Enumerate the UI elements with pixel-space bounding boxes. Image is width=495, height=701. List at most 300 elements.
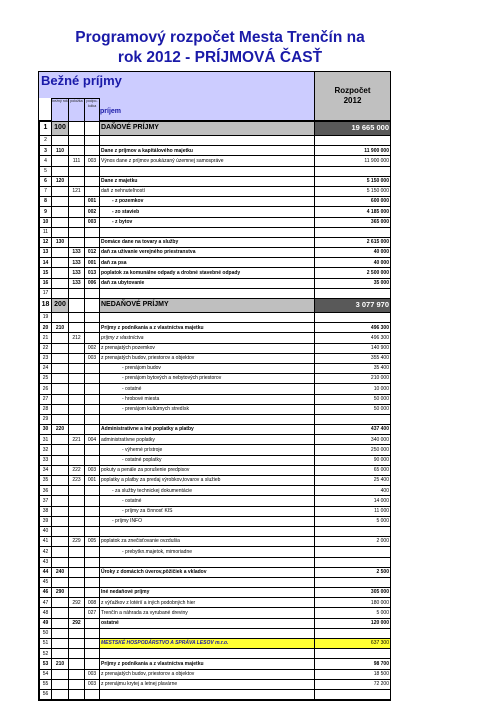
row-number-cell: 47 xyxy=(40,598,52,608)
table-row xyxy=(40,186,391,196)
podpolozka-cell xyxy=(85,628,100,638)
table-row xyxy=(40,598,391,608)
table-row xyxy=(40,363,391,373)
value-cell: 5 000 xyxy=(315,516,391,526)
row-number-cell: 4 xyxy=(40,156,52,166)
value-cell xyxy=(315,649,391,659)
podpolozka-cell xyxy=(85,299,100,313)
table-row xyxy=(40,207,391,217)
podpolozka-cell xyxy=(85,237,100,247)
table-row xyxy=(40,547,391,557)
budget-column-header xyxy=(315,72,390,120)
value-cell: 50 000 xyxy=(315,404,391,414)
value-cell: 637 300 xyxy=(315,639,391,649)
table-row xyxy=(40,679,391,689)
podpolozka-cell xyxy=(85,288,100,298)
row-number-cell: 25 xyxy=(40,374,52,384)
row-number-cell: 20 xyxy=(40,323,52,333)
podpolozka-cell xyxy=(85,425,100,435)
value-cell: 305 000 xyxy=(315,588,391,598)
row-number-cell: 18 xyxy=(40,299,52,313)
table-row xyxy=(40,313,391,323)
label-cell xyxy=(100,166,315,176)
value-cell: 35 000 xyxy=(315,278,391,288)
title-line-1: Programový rozpočet Mesta Trenčín na xyxy=(75,29,365,46)
table-row xyxy=(40,288,391,298)
value-cell xyxy=(315,577,391,587)
value-cell: 3 077 970 xyxy=(315,299,391,313)
label-cell: poplatky a platby za predaj výrobkov,tovarov a služieb xyxy=(100,476,315,486)
podpolozka-cell xyxy=(85,516,100,526)
label-cell: z prenájmu krytej a letnej plavárne xyxy=(100,679,315,689)
value-cell: 2 500 000 xyxy=(315,268,391,278)
podpolozka-cell: 013 xyxy=(85,268,100,278)
row-number-cell: 11 xyxy=(40,227,52,237)
value-cell xyxy=(315,628,391,638)
row-number-cell: 49 xyxy=(40,618,52,628)
polozka-cell xyxy=(69,628,85,638)
podpolozka-cell: 003 xyxy=(85,217,100,227)
table-row xyxy=(40,394,391,404)
podpolozka-cell: 001 xyxy=(85,476,100,486)
podpolozka-cell: 008 xyxy=(85,598,100,608)
polozka-cell xyxy=(69,207,85,217)
row-number-cell: 27 xyxy=(40,394,52,404)
label-cell: administratívne poplatky xyxy=(100,435,315,445)
table-row xyxy=(40,567,391,577)
row-number-cell: 15 xyxy=(40,268,52,278)
value-cell: 600 000 xyxy=(315,197,391,207)
podpolozka-cell xyxy=(85,445,100,455)
label-cell: - prebytkn.majetok, mimoriadne xyxy=(100,547,315,557)
row-number-cell: 12 xyxy=(40,237,52,247)
label-cell xyxy=(100,414,315,424)
label-cell: - výherné prístroje xyxy=(100,445,315,455)
polozka-cell: 292 xyxy=(69,598,85,608)
label-cell: Iné nedaňové príjmy xyxy=(100,588,315,598)
value-cell: 180 000 xyxy=(315,598,391,608)
value-cell: 355 400 xyxy=(315,353,391,363)
value-cell: 2 000 xyxy=(315,537,391,547)
trieda-cell xyxy=(52,557,69,567)
polozka-cell xyxy=(69,313,85,323)
table-row xyxy=(40,537,391,547)
label-cell xyxy=(100,557,315,567)
trieda-cell xyxy=(52,374,69,384)
polozka-cell xyxy=(69,166,85,176)
trieda-cell xyxy=(52,288,69,298)
label-cell: z prenajatých budov, priestorov a objektov xyxy=(100,669,315,679)
trieda-cell: 210 xyxy=(52,659,69,669)
trieda-cell xyxy=(52,649,69,659)
label-cell: - príjmy INFO xyxy=(100,516,315,526)
row-number-cell: 54 xyxy=(40,669,52,679)
label-cell xyxy=(100,689,315,699)
table-row xyxy=(40,374,391,384)
table-row xyxy=(40,166,391,176)
label-cell: - prenájom budov xyxy=(100,363,315,373)
value-cell xyxy=(315,557,391,567)
value-cell: 19 665 000 xyxy=(315,122,391,136)
label-cell: príjmy z vlastníctva xyxy=(100,333,315,343)
trieda-cell xyxy=(52,363,69,373)
polozka-cell xyxy=(69,384,85,394)
label-cell: poplatok za znečisťovanie ovzdušia xyxy=(100,537,315,547)
trieda-cell xyxy=(52,526,69,536)
value-cell: 5 000 xyxy=(315,608,391,618)
table-row xyxy=(40,506,391,516)
trieda-cell: 210 xyxy=(52,323,69,333)
polozka-cell: 221 xyxy=(69,435,85,445)
value-cell: 496 300 xyxy=(315,333,391,343)
row-number-cell: 51 xyxy=(40,639,52,649)
table-row xyxy=(40,323,391,333)
row-number-cell: 37 xyxy=(40,496,52,506)
row-number-cell: 30 xyxy=(40,425,52,435)
polozka-cell xyxy=(69,323,85,333)
row-number-cell: 36 xyxy=(40,486,52,496)
row-number-cell: 43 xyxy=(40,557,52,567)
table-row xyxy=(40,299,391,313)
polozka-cell xyxy=(69,414,85,424)
trieda-cell xyxy=(52,384,69,394)
table-row xyxy=(40,278,391,288)
podpolozka-cell xyxy=(85,227,100,237)
podpolozka-cell: 005 xyxy=(85,537,100,547)
trieda-cell xyxy=(52,465,69,475)
trieda-cell: 200 xyxy=(52,299,69,313)
label-cell: DAŇOVÉ PRÍJMY xyxy=(100,122,315,136)
label-cell xyxy=(100,313,315,323)
trieda-cell xyxy=(52,537,69,547)
label-cell: daň za ubytovanie xyxy=(100,278,315,288)
podpolozka-cell xyxy=(85,176,100,186)
row-number-cell: 17 xyxy=(40,288,52,298)
row-number-cell: 33 xyxy=(40,455,52,465)
label-cell xyxy=(100,288,315,298)
row-number-cell: 44 xyxy=(40,567,52,577)
trieda-cell xyxy=(52,166,69,176)
value-cell xyxy=(315,313,391,323)
label-cell xyxy=(100,577,315,587)
table-row xyxy=(40,176,391,186)
podpolozka-cell: 002 xyxy=(85,207,100,217)
polozka-cell: 111 xyxy=(69,156,85,166)
row-number-cell: 26 xyxy=(40,384,52,394)
title-line-2: rok 2012 - PRÍJMOVÁ ČASŤ xyxy=(117,49,323,66)
row-number-cell: 19 xyxy=(40,313,52,323)
row-number-cell: 2 xyxy=(40,136,52,146)
value-cell: 11 900 000 xyxy=(315,146,391,156)
polozka-cell xyxy=(69,506,85,516)
podpolozka-cell xyxy=(85,567,100,577)
podpolozka-cell: 003 xyxy=(85,679,100,689)
row-number-cell: 28 xyxy=(40,404,52,414)
value-cell: 2 615 000 xyxy=(315,237,391,247)
row-number-cell: 31 xyxy=(40,435,52,445)
podpolozka-cell xyxy=(85,404,100,414)
label-cell xyxy=(100,227,315,237)
trieda-cell xyxy=(52,258,69,268)
page-title xyxy=(30,28,410,68)
polozka-cell: 222 xyxy=(69,465,85,475)
value-cell: 5 150 000 xyxy=(315,186,391,196)
table-row xyxy=(40,404,391,414)
value-cell: 496 300 xyxy=(315,323,391,333)
polozka-cell xyxy=(69,496,85,506)
row-number-cell: 56 xyxy=(40,689,52,699)
value-cell: 11 000 xyxy=(315,506,391,516)
value-cell: 437 400 xyxy=(315,425,391,435)
budget-year: 2012 xyxy=(343,96,362,105)
podpolozka-cell: 004 xyxy=(85,435,100,445)
row-number-cell: 3 xyxy=(40,146,52,156)
value-cell: 72 200 xyxy=(315,679,391,689)
trieda-cell: 100 xyxy=(52,122,69,136)
table-row xyxy=(40,237,391,247)
label-cell: Dane z príjmov a kapitálového majetku xyxy=(100,146,315,156)
polozka-cell xyxy=(69,146,85,156)
row-number-cell: 29 xyxy=(40,414,52,424)
budget-table xyxy=(39,121,391,700)
podpolozka-cell xyxy=(85,557,100,567)
trieda-cell xyxy=(52,506,69,516)
trieda-cell xyxy=(52,435,69,445)
col-bezny-rok: bežný rok xyxy=(52,98,69,121)
trieda-cell xyxy=(52,689,69,699)
trieda-cell xyxy=(52,445,69,455)
label-cell: - za služby technickej dokumentácie xyxy=(100,486,315,496)
table-row xyxy=(40,608,391,618)
podpolozka-cell xyxy=(85,363,100,373)
label-cell: poplatok za komunálne odpady a drobné stavebné odpady xyxy=(100,268,315,278)
table-row xyxy=(40,689,391,699)
podpolozka-cell xyxy=(85,588,100,598)
polozka-cell xyxy=(69,669,85,679)
podpolozka-cell: 027 xyxy=(85,608,100,618)
table-row xyxy=(40,496,391,506)
trieda-cell xyxy=(52,455,69,465)
value-cell: 5 150 000 xyxy=(315,176,391,186)
polozka-cell xyxy=(69,486,85,496)
polozka-cell: 133 xyxy=(69,248,85,258)
podpolozka-cell: 006 xyxy=(85,278,100,288)
label-cell xyxy=(100,628,315,638)
podpolozka-cell xyxy=(85,659,100,669)
podpolozka-cell: 002 xyxy=(85,343,100,353)
value-cell xyxy=(315,166,391,176)
value-cell: 210 000 xyxy=(315,374,391,384)
podpolozka-cell xyxy=(85,122,100,136)
row-number-cell: 9 xyxy=(40,207,52,217)
trieda-cell xyxy=(52,486,69,496)
table-row xyxy=(40,465,391,475)
polozka-cell xyxy=(69,679,85,689)
polozka-cell xyxy=(69,237,85,247)
value-cell: 2 500 xyxy=(315,567,391,577)
label-cell: - príjmy za činnosť KIS xyxy=(100,506,315,516)
polozka-cell xyxy=(69,197,85,207)
table-row xyxy=(40,197,391,207)
table-row xyxy=(40,136,391,146)
polozka-cell xyxy=(69,288,85,298)
table-row xyxy=(40,333,391,343)
podpolozka-cell xyxy=(85,333,100,343)
podpolozka-cell xyxy=(85,639,100,649)
label-cell: daň za psa xyxy=(100,258,315,268)
row-number-cell: 1 xyxy=(40,122,52,136)
label-cell: Výnos dane z príjmov poukázaný územnej samospráve xyxy=(100,156,315,166)
row-number-cell: 10 xyxy=(40,217,52,227)
polozka-cell: 133 xyxy=(69,268,85,278)
table-row xyxy=(40,526,391,536)
row-number-cell: 22 xyxy=(40,343,52,353)
row-number-cell: 39 xyxy=(40,516,52,526)
row-number-cell: 8 xyxy=(40,197,52,207)
label-cell xyxy=(100,649,315,659)
polozka-cell xyxy=(69,639,85,649)
podpolozka-cell: 003 xyxy=(85,156,100,166)
label-cell: MESTSKÉ HOSPODÁRSTVO A SPRÁVA LESOV m.r.o. xyxy=(100,639,315,649)
col-podpolozka: podpo-ložka xyxy=(85,98,100,121)
value-cell: 340 000 xyxy=(315,435,391,445)
polozka-cell xyxy=(69,588,85,598)
value-cell: 40 000 xyxy=(315,258,391,268)
row-number-cell: 14 xyxy=(40,258,52,268)
value-cell xyxy=(315,689,391,699)
label-cell: Trenčín a náhrada za vyrubané dreviny xyxy=(100,608,315,618)
podpolozka-cell xyxy=(85,649,100,659)
polozka-cell xyxy=(69,299,85,313)
value-cell: 10 000 xyxy=(315,384,391,394)
table-row xyxy=(40,516,391,526)
row-number-cell: 21 xyxy=(40,333,52,343)
podpolozka-cell xyxy=(85,384,100,394)
table-row xyxy=(40,588,391,598)
table-row xyxy=(40,268,391,278)
row-number-cell: 42 xyxy=(40,547,52,557)
podpolozka-cell xyxy=(85,146,100,156)
trieda-cell xyxy=(52,516,69,526)
table-row xyxy=(40,414,391,424)
podpolozka-cell: 003 xyxy=(85,669,100,679)
trieda-cell xyxy=(52,414,69,424)
row-number-cell: 32 xyxy=(40,445,52,455)
table-row xyxy=(40,659,391,669)
table-row xyxy=(40,577,391,587)
trieda-cell xyxy=(52,669,69,679)
value-cell: 50 000 xyxy=(315,394,391,404)
label-cell: - hrobové miesta xyxy=(100,394,315,404)
trieda-cell xyxy=(52,608,69,618)
label-cell: daň za užívanie verejného priestranstva xyxy=(100,248,315,258)
trieda-cell xyxy=(52,353,69,363)
label-cell: Úroky z domácich úverov,pôžičiek a vkladov xyxy=(100,567,315,577)
trieda-cell xyxy=(52,207,69,217)
table-row xyxy=(40,258,391,268)
table-row xyxy=(40,156,391,166)
polozka-cell: 133 xyxy=(69,278,85,288)
trieda-cell xyxy=(52,227,69,237)
polozka-cell xyxy=(69,217,85,227)
trieda-cell xyxy=(52,476,69,486)
label-cell: Príjmy z podnikania a z vlastníctva majetku xyxy=(100,323,315,333)
value-cell: 4 185 000 xyxy=(315,207,391,217)
label-cell: - prenájom kultúrnych stredísk xyxy=(100,404,315,414)
podpolozka-cell xyxy=(85,577,100,587)
trieda-cell xyxy=(52,496,69,506)
polozka-cell xyxy=(69,516,85,526)
section-title: Bežné príjmy xyxy=(41,73,122,88)
label-cell: - ostatné xyxy=(100,384,315,394)
label-cell: - ostatné poplatky xyxy=(100,455,315,465)
table-row xyxy=(40,557,391,567)
polozka-cell xyxy=(69,567,85,577)
label-cell: z prenajatých budov, priestorov a objektov xyxy=(100,353,315,363)
row-number-cell: 7 xyxy=(40,186,52,196)
trieda-cell xyxy=(52,156,69,166)
value-cell xyxy=(315,414,391,424)
podpolozka-cell: 001 xyxy=(85,197,100,207)
podpolozka-cell xyxy=(85,166,100,176)
row-number-cell: 38 xyxy=(40,506,52,516)
value-cell: 120 000 xyxy=(315,618,391,628)
trieda-cell xyxy=(52,278,69,288)
value-cell xyxy=(315,547,391,557)
polozka-cell: 223 xyxy=(69,476,85,486)
podpolozka-cell xyxy=(85,313,100,323)
row-number-cell: 23 xyxy=(40,353,52,363)
trieda-cell xyxy=(52,639,69,649)
row-number-cell: 48 xyxy=(40,608,52,618)
table-row xyxy=(40,455,391,465)
row-number-cell: 55 xyxy=(40,679,52,689)
polozka-cell xyxy=(69,689,85,699)
polozka-cell: 121 xyxy=(69,186,85,196)
polozka-cell: 133 xyxy=(69,258,85,268)
trieda-cell: 220 xyxy=(52,425,69,435)
podpolozka-cell xyxy=(85,374,100,384)
col-prijem: príjem xyxy=(100,108,122,115)
trieda-cell xyxy=(52,248,69,258)
podpolozka-cell xyxy=(85,414,100,424)
polozka-cell xyxy=(69,353,85,363)
table-row xyxy=(40,353,391,363)
label-cell: Administratívne a iné poplatky a platby xyxy=(100,425,315,435)
polozka-cell xyxy=(69,649,85,659)
value-cell: 35 400 xyxy=(315,363,391,373)
label-cell: - ostatné xyxy=(100,496,315,506)
table-row xyxy=(40,628,391,638)
header-left xyxy=(39,72,315,120)
trieda-cell xyxy=(52,618,69,628)
trieda-cell: 120 xyxy=(52,176,69,186)
polozka-cell xyxy=(69,136,85,146)
label-cell xyxy=(100,136,315,146)
row-number-cell: 13 xyxy=(40,248,52,258)
table-row xyxy=(40,618,391,628)
table-row xyxy=(40,217,391,227)
label-cell: Dane z majetku xyxy=(100,176,315,186)
trieda-cell xyxy=(52,404,69,414)
trieda-cell xyxy=(52,598,69,608)
row-number-cell: 16 xyxy=(40,278,52,288)
sheet-header xyxy=(39,72,390,121)
label-cell: ostatné xyxy=(100,618,315,628)
table-row xyxy=(40,384,391,394)
podpolozka-cell: 003 xyxy=(85,465,100,475)
label-cell: Domáce dane na tovary a služby xyxy=(100,237,315,247)
